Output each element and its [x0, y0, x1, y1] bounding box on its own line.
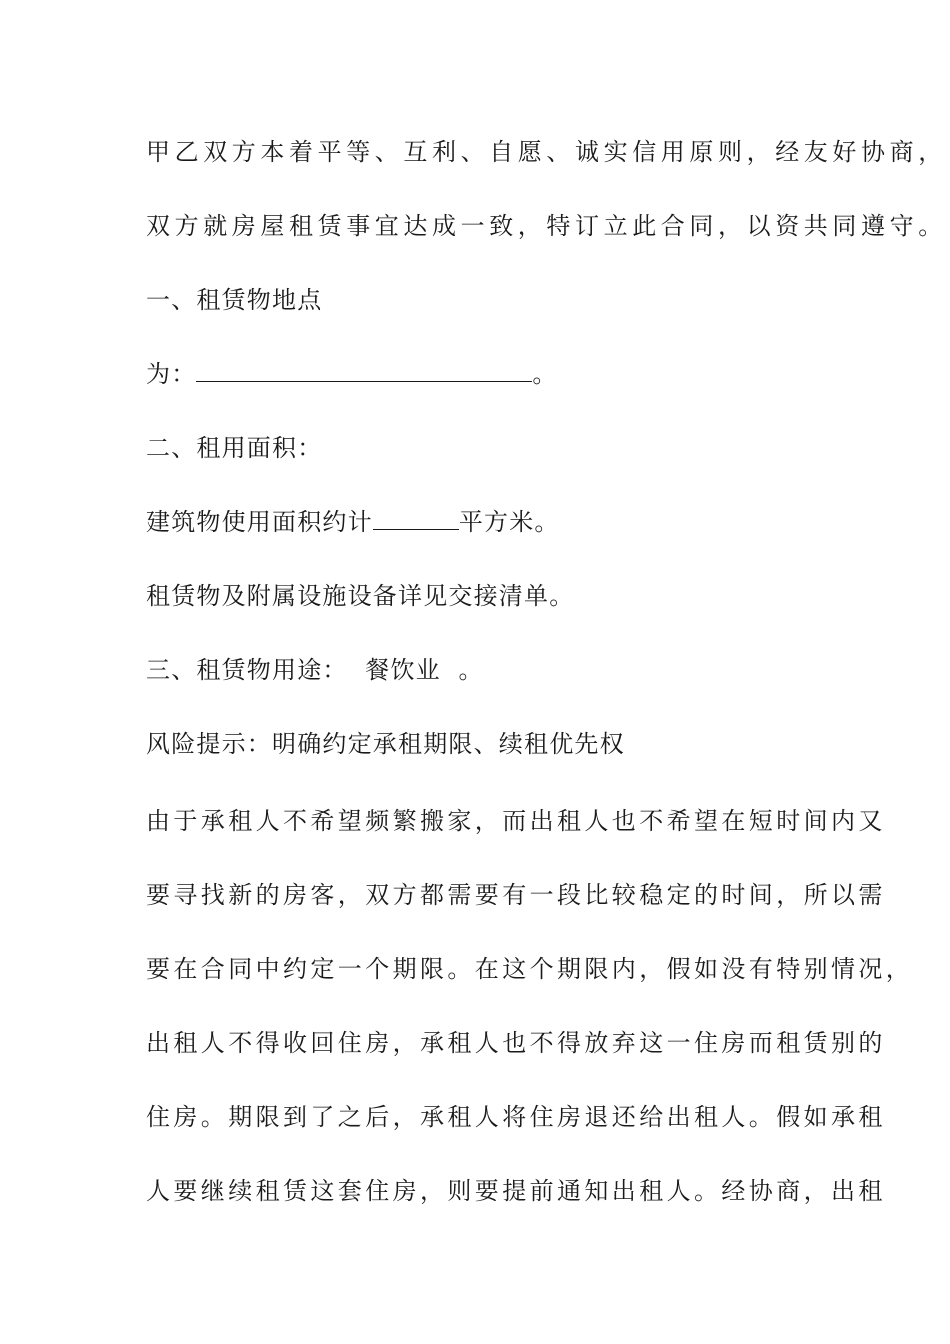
paragraph-line-4: 要寻找新的房客，双方都需要有一段比较稳定的时间，所以需	[146, 881, 886, 909]
paragraph-line-2: 双方就房屋租赁事宜达成一致，特订立此合同，以资共同遵守。	[146, 212, 947, 240]
area-blank	[373, 507, 459, 530]
paragraph-line-5: 要在合同中约定一个期限。在这个期限内，假如没有特别情况，	[146, 955, 914, 983]
location-field-row	[146, 359, 558, 389]
paragraph-line-8: 人要继续租赁这套住房，则要提前通知出租人。经协商，出租	[146, 1177, 886, 1205]
paragraph-line-7: 住房。期限到了之后，承租人将住房退还给出租人。假如承租	[146, 1103, 886, 1131]
location-blank	[196, 359, 532, 382]
paragraph-line-3: 由于承租人不希望频繁搬家，而出租人也不希望在短时间内又	[146, 807, 886, 835]
risk-notice-heading: 风险提示：明确约定承租期限、续租优先权	[146, 730, 625, 758]
location-field-end: 。	[532, 360, 558, 388]
location-field-label: 为：	[146, 360, 197, 388]
paragraph-line-1: 甲乙双方本着平等、互利、自愿、诚实信用原则，经友好协商，	[146, 138, 947, 166]
facilities-line: 租赁物及附属设施设备详见交接清单。	[146, 582, 575, 610]
section-heading-usage: 三、租赁物用途： 餐饮业 。	[146, 656, 484, 684]
paragraph-line-6: 出租人不得收回住房，承租人也不得放弃这一住房而租赁别的	[146, 1029, 886, 1057]
section-heading-location: 一、租赁物地点	[146, 286, 323, 314]
area-field-unit: 平方米。	[458, 508, 560, 536]
area-field-row	[146, 507, 560, 537]
section-heading-area: 二、租用面积：	[146, 434, 323, 462]
area-field-label: 建筑物使用面积约计	[146, 508, 373, 536]
